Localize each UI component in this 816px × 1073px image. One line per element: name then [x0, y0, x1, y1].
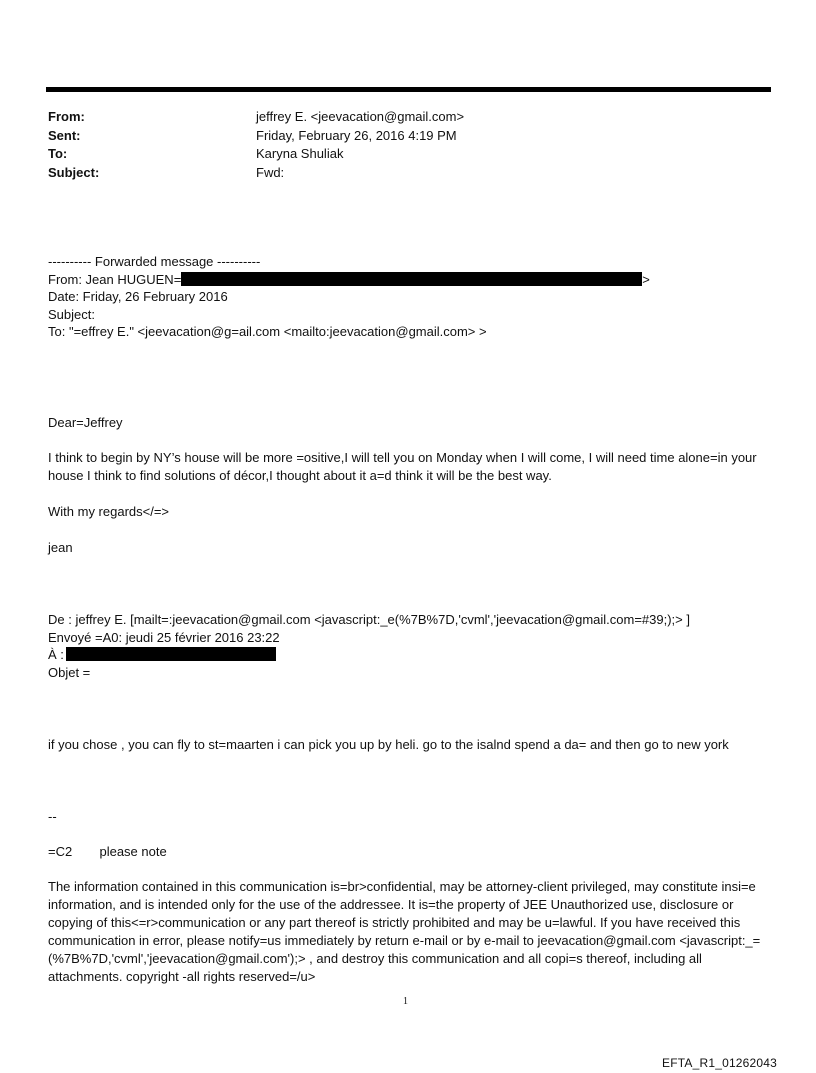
letter-closing: With my regards</=>	[48, 504, 170, 519]
header-rule	[46, 87, 771, 92]
from-value: jeffrey E. <jeevacation@gmail.com>	[256, 109, 465, 124]
sent-value: Friday, February 26, 2016 4:19 PM	[256, 127, 457, 143]
bates-number: EFTA_R1_01262043	[662, 1056, 778, 1070]
note-text: please note	[99, 844, 167, 859]
quoted-envoye: Envoyé =A0: jeudi 25 février 2016 23:22	[48, 629, 280, 645]
forwarded-block	[48, 253, 650, 341]
page-number: 1	[403, 996, 408, 1007]
quoted-header	[48, 611, 690, 681]
to-value: Karyna Shuliak	[256, 146, 344, 161]
to-label: To:	[48, 146, 68, 161]
subject-label: Subject:	[48, 164, 100, 180]
redaction-bar	[66, 647, 276, 661]
quoted-a-label: À :	[48, 647, 64, 662]
forward-from-line	[48, 271, 650, 289]
letter-greeting: Dear=Jeffrey	[48, 415, 123, 430]
forward-to: To: "=effrey E." <jeevacation@g=ail.com <mailto:jeevacation@gmail.com> >	[48, 324, 487, 339]
signature-dashes: --	[48, 809, 57, 824]
forward-subject: Subject:	[48, 306, 95, 322]
forward-date: Date: Friday, 26 February 2016	[48, 289, 228, 304]
confidentiality-disclaimer: The information contained in this communication is=br>confidential, may be attorney-client privileged, may constitute insi=e information, and is intended only for the use of the addressee. It is=the property of JEE Unauthorized use, disclosure or copying of this<=r>communication or any part thereof is strictly prohibited and may be u=lawful. If you have received this communication in error, please notify=us immediately by return e-mail or by e-mail to jeevacation@gmail.com <javascript:_=(%7B%7D,'cvml','jeevacation@gmail.com');> , and destroy this communication and all copi=s thereof, including all attachments. copyright -all rights reserved=/u>	[48, 879, 761, 984]
forward-from-suffix: >	[642, 271, 650, 287]
please-note-line	[48, 843, 167, 861]
quoted-a-line	[48, 646, 690, 664]
from-label: From:	[48, 109, 85, 124]
quoted-de: De : jeffrey E. [mailt=:jeevacation@gmail.com <javascript:_e(%7B%7D,'cvml','jeevacation@gmail.com=#39;);> ]	[48, 612, 690, 627]
forward-from-text: From: Jean HUGUEN=	[48, 271, 182, 287]
sent-label: Sent:	[48, 127, 81, 143]
subject-value: Fwd:	[256, 164, 285, 180]
letter-signature: jean	[48, 540, 73, 555]
quoted-message: if you chose , you can fly to st=maarten i can pick you up by heli. go to the isalnd spend a da= and then go to new york	[48, 737, 729, 752]
redaction-bar	[181, 272, 642, 286]
note-code: =C2	[48, 844, 73, 859]
quoted-objet: Objet =	[48, 664, 91, 680]
letter-body: I think to begin by NY’s house will be more =ositive,I will tell you on Monday when I will come, I will need time alone=in your house I think to find solutions of décor,I thought about it a=d think it will be the best way.	[48, 450, 757, 483]
forward-separator: ---------- Forwarded message ----------	[48, 254, 261, 269]
